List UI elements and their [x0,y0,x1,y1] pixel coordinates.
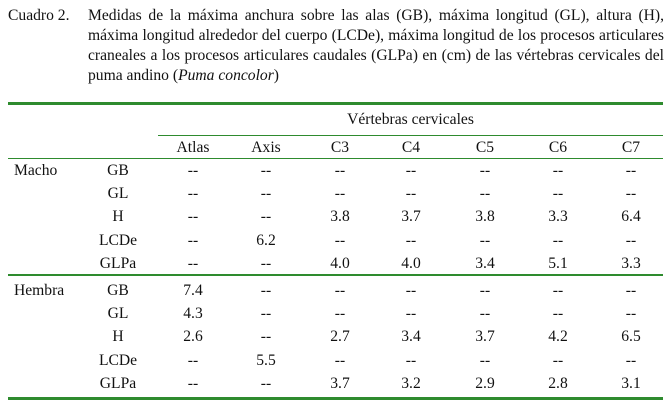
row-label-lcde: LCDe [98,351,138,369]
table-cell: 3.7 [401,208,421,226]
table-cell: -- [187,231,199,249]
table-cell: -- [260,374,272,392]
table-cell: 6.5 [621,328,641,346]
table-cell: 3.7 [330,374,350,392]
column-header-c3: C3 [330,139,350,156]
table-cell: -- [334,305,346,323]
table-cell: -- [405,162,417,179]
table-cell: 3.1 [621,374,641,392]
table-cell: -- [187,351,199,369]
table-cell: -- [625,162,637,179]
table-cell: 6.4 [621,208,641,226]
table-cell: 4.0 [401,254,421,272]
table-cell: -- [552,305,564,323]
caption-text [88,6,664,86]
column-header-atlas: Atlas [176,139,210,156]
table-cell: -- [405,305,417,323]
group-separator-rule [8,274,663,276]
table-cell: -- [625,305,637,323]
table-cell: -- [334,351,346,369]
table-top-rule [8,102,663,105]
table-cell: -- [260,305,272,323]
group-header-rule [158,135,663,136]
table-cell: -- [334,231,346,249]
table-cell: 3.3 [548,208,568,226]
column-header-c4: C4 [401,139,421,156]
row-label-gb: GB [107,162,129,179]
table-cell: 2.6 [183,328,203,346]
table-cell: -- [260,208,272,226]
table-cell: 5.5 [256,351,276,369]
table-cell: -- [625,185,637,203]
table-cell: 3.8 [475,208,495,226]
table-cell: -- [260,328,272,346]
table-cell: -- [479,162,491,179]
table-cell: 7.4 [183,282,203,299]
table-cell: -- [260,282,272,299]
table-cell: 3.4 [475,254,495,272]
table-cell: -- [260,162,272,179]
caption-species-name: Puma concolor [178,67,274,84]
table-cell: -- [552,282,564,299]
row-label-gl: GL [107,305,129,323]
table-cell: -- [625,231,637,249]
row-label-gl: GL [107,185,129,203]
header-bottom-rule [8,158,663,159]
table-cell: -- [405,282,417,299]
table-cell: -- [334,162,346,179]
table-cell: -- [405,351,417,369]
row-label-gb: GB [107,282,129,299]
table-cell: -- [479,305,491,323]
row-label-h: H [112,208,124,226]
caption-text-end: ) [273,67,279,84]
table-cell: -- [479,282,491,299]
table-cell: -- [260,185,272,203]
table-cell: 3.7 [475,328,495,346]
table-cell: -- [187,254,199,272]
table-cell: -- [479,351,491,369]
group-label-macho: Macho [14,162,58,179]
table-cell: -- [405,231,417,249]
table-cell: -- [552,351,564,369]
table-cell: 3.2 [401,374,421,392]
table-cell: -- [260,254,272,272]
table-cell: -- [552,162,564,179]
table-cell: -- [334,282,346,299]
column-header-axis: Axis [251,139,281,156]
table-cell: -- [405,185,417,203]
table-cell: -- [552,185,564,203]
table-bottom-rule [8,397,663,400]
column-header-c5: C5 [475,139,495,156]
table-cell: 4.2 [548,328,568,346]
group-header: Vértebras cervicales [347,111,474,128]
caption-label: Cuadro 2. [8,7,70,24]
table-cell: -- [187,185,199,203]
table-cell: 4.0 [330,254,350,272]
table-cell: -- [334,185,346,203]
column-header-c6: C6 [548,139,568,156]
table-caption [8,6,664,86]
column-header-c7: C7 [621,139,641,156]
table-cell: -- [187,162,199,179]
table-cell: 4.3 [183,305,203,323]
table-cell: 5.1 [548,254,568,272]
table-cell: 6.2 [256,231,276,249]
table-cell: -- [479,185,491,203]
table-cell: 3.8 [330,208,350,226]
table-cell: -- [625,282,637,299]
table-cell: 3.4 [401,328,421,346]
row-label-glpa: GLPa [99,374,137,392]
table-cell: -- [552,231,564,249]
table-cell: -- [625,351,637,369]
row-label-h: H [112,328,124,346]
group-label-hembra: Hembra [14,282,65,299]
caption-text-main: Medidas de la máxima anchura sobre las alas (GB), máxima longitud (GL), altura (H), máxima longitud alrededor del cuerpo (LCDe), máxima longitud de los procesos articulares craneales a los procesos articulares caudales (GLPa) en (cm) de las vértebras cervicales del puma andino ( [88,7,664,84]
table-cell: -- [479,231,491,249]
table-cell: -- [187,374,199,392]
table-cell: -- [187,208,199,226]
table-cell: 2.8 [548,374,568,392]
row-label-glpa: GLPa [99,254,137,272]
table-cell: 2.9 [475,374,495,392]
row-label-lcde: LCDe [98,231,138,249]
table-cell: 2.7 [330,328,350,346]
table-cell: 3.3 [621,254,641,272]
